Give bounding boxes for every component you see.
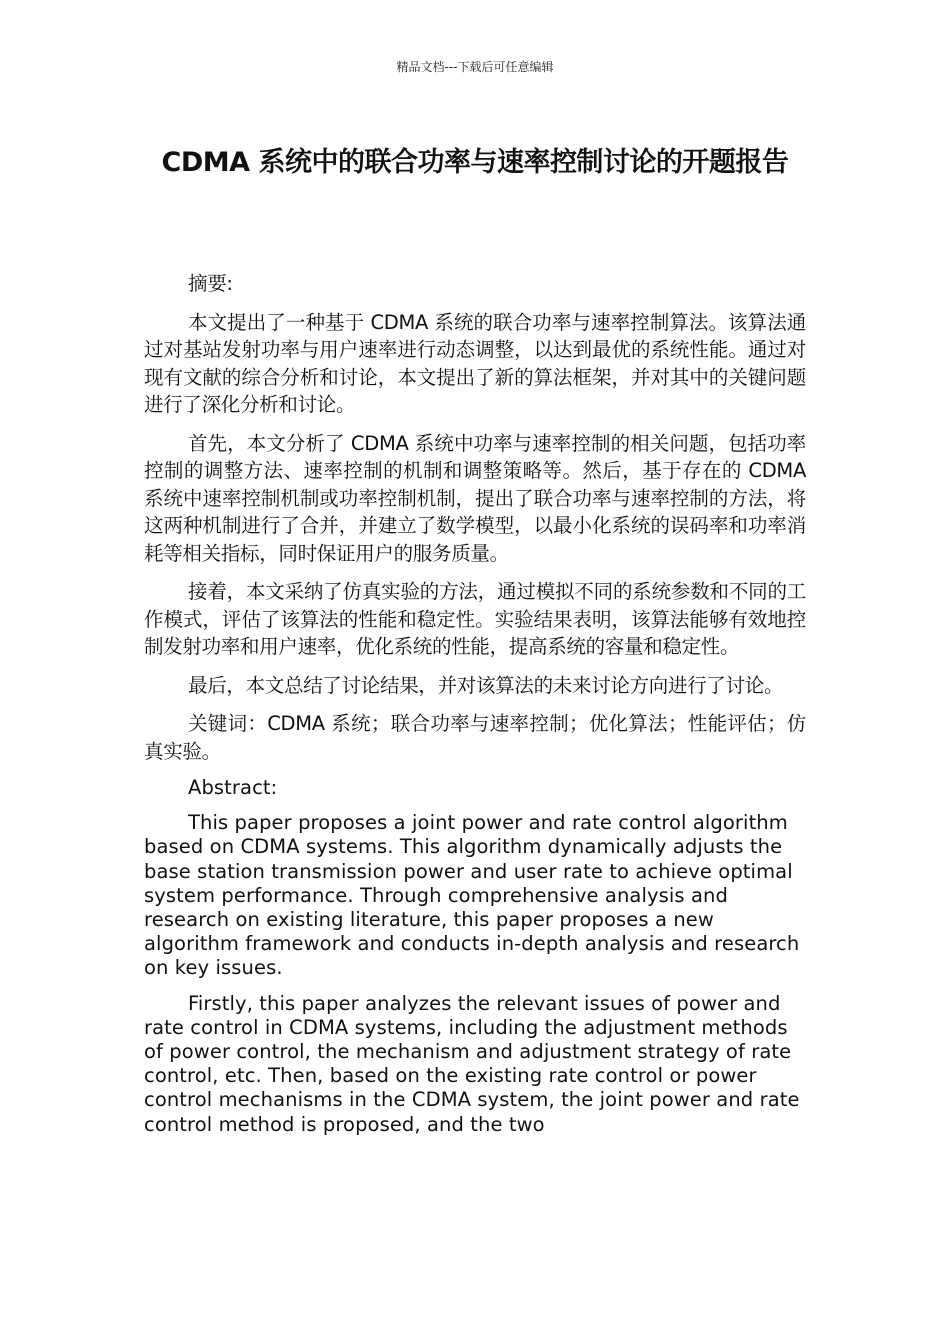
paragraph-zh-2: 首先，本文分析了 CDMA 系统中功率与速率控制的相关问题，包括功率控制的调整方法、速率控制的机制和调整策略等。然后，基于存在的 CDMA 系统中速率控制机制或功率控制机制，提出了联合功率与速率控制的方法，将这两种机制进行了合并，并建立了数学模型，以最小化系统的误码率和功率消耗等相关指标，同时保证用户的服务质量。 [144,431,806,565]
document-title: CDMA 系统中的联合功率与速率控制讨论的开题报告 [161,147,789,178]
paragraph-en-1: This paper proposes a joint power and rate control algorithm based on CDMA systems. This algorithm dynamically adjusts the base station transmission power and user rate to achieve optimal system performance. Through comprehensive analysis and research on existing literature, this paper proposes a new algorithm framework and conducts in-depth analysis and research on key issues. [144,811,800,980]
paragraph-en-2: Firstly, this paper analyzes the relevant issues of power and rate control in CDMA systems, including the adjustment methods of power control, the mechanism and adjustment strategy of rate control, etc. Then, based on the existing rate control or power control mechanisms in the CDMA system, the joint power and rate control method is proposed, and the two [144,991,800,1136]
keywords-zh: 关键词：CDMA 系统；联合功率与速率控制；优化算法；性能评估；仿真实验。 [144,712,806,763]
paragraph-zh-3: 接着，本文采纳了仿真实验的方法，通过模拟不同的系统参数和不同的工作模式，评估了该算法的性能和稳定性。实验结果表明，该算法能够有效地控制发射功率和用户速率，优化系统的性能，提高系统的容量和稳定性。 [144,580,806,658]
paragraph-zh-4: 最后，本文总结了讨论结果，并对该算法的未来讨论方向进行了讨论。 [188,673,784,697]
abstract-en-label: Abstract: [188,776,278,799]
header-note: 精品文档---下载后可任意编辑 [396,60,554,74]
abstract-zh-label: 摘要: [188,272,233,295]
paragraph-zh-1: 本文提出了一种基于 CDMA 系统的联合功率与速率控制算法。该算法通过对基站发射功率与用户速率进行动态调整，以达到最优的系统性能。通过对现有文献的综合分析和讨论，本文提出了新的算法框架，并对其中的关键问题进行了深化分析和讨论。 [144,310,806,416]
document-body [144,270,806,1137]
